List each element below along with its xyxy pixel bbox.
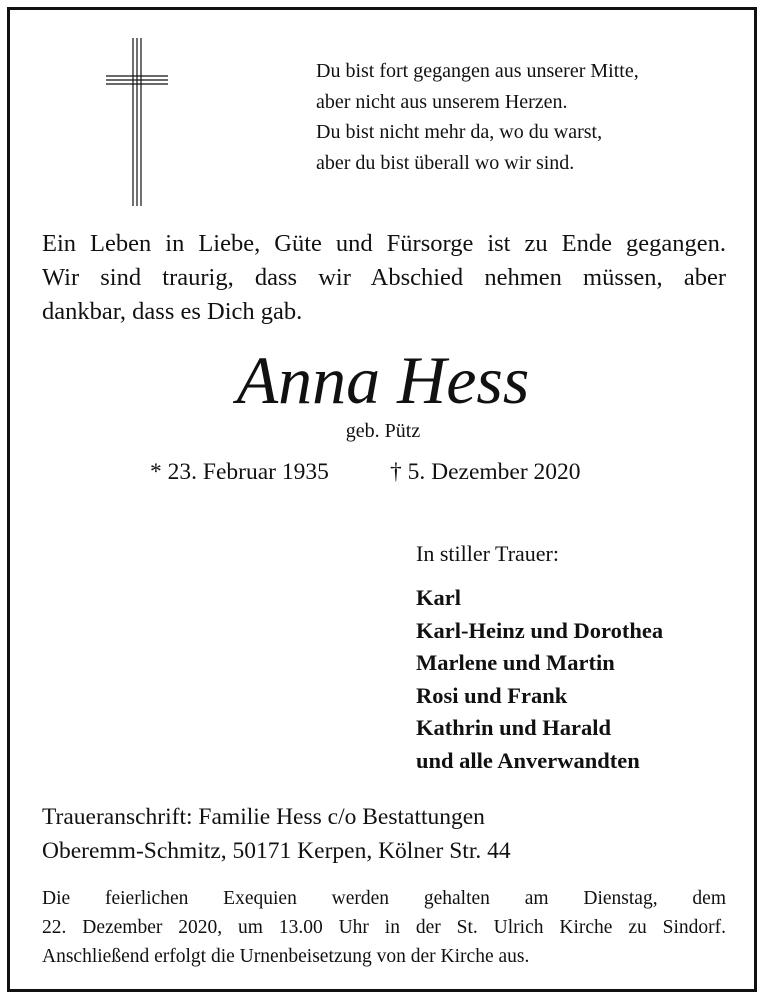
mourning-address [42,800,732,868]
address-line: Oberemm-Schmitz, 50171 Kerpen, Kölner Str. 44 [42,838,511,864]
funeral-line: Anschließend erfolgt die Urnenbeisetzung von der Kirche aus. [42,946,530,967]
birth-date: * 23. Februar 1935 [150,459,329,485]
poem-line: aber du bist überall wo wir sind. [316,151,575,174]
mourner-list [416,582,736,777]
poem-line: Du bist fort gegangen aus unserer Mitte, [316,60,639,82]
mourner-name: Marlene und Martin [416,650,615,675]
mourner-name: Karl-Heinz und Dorothea [416,617,664,643]
intro-text [42,227,726,329]
mourner-name: Kathrin und Harald [416,715,612,740]
maiden-name: geb. Pütz [345,420,421,442]
mourner-name: und alle Anverwandten [416,747,640,773]
mourning-heading: In stiller Trauer: [416,541,559,566]
deceased-name: Anna Hess [236,342,530,418]
funeral-notice [42,884,726,971]
death-date: † 5. Dezember 2020 [390,459,581,485]
funeral-line: Die feierlichen Exequien werden gehalten am Dienstag, dem [42,888,726,909]
poem [316,56,736,178]
address-line: Traueranschrift: Familie Hess c/o Bestattungen [42,804,485,830]
mourner-name: Rosi und Frank [416,682,568,708]
intro-line: dankbar, dass es Dich gab. [42,298,303,325]
intro-line: Ein Leben in Liebe, Güte und Fürsorge ist zu Ende gegangen. [42,230,726,257]
cross-icon [106,38,168,206]
mourner-name: Karl [416,585,461,610]
poem-line: aber nicht aus unserem Herzen. [316,90,568,113]
funeral-line: 22. Dezember 2020, um 13.00 Uhr in der St. Ulrich Kirche zu Sindorf. [42,917,726,938]
poem-line: Du bist nicht mehr da, wo du warst, [316,121,603,143]
intro-line: Wir sind traurig, dass wir Abschied nehmen müssen, aber [42,264,726,291]
